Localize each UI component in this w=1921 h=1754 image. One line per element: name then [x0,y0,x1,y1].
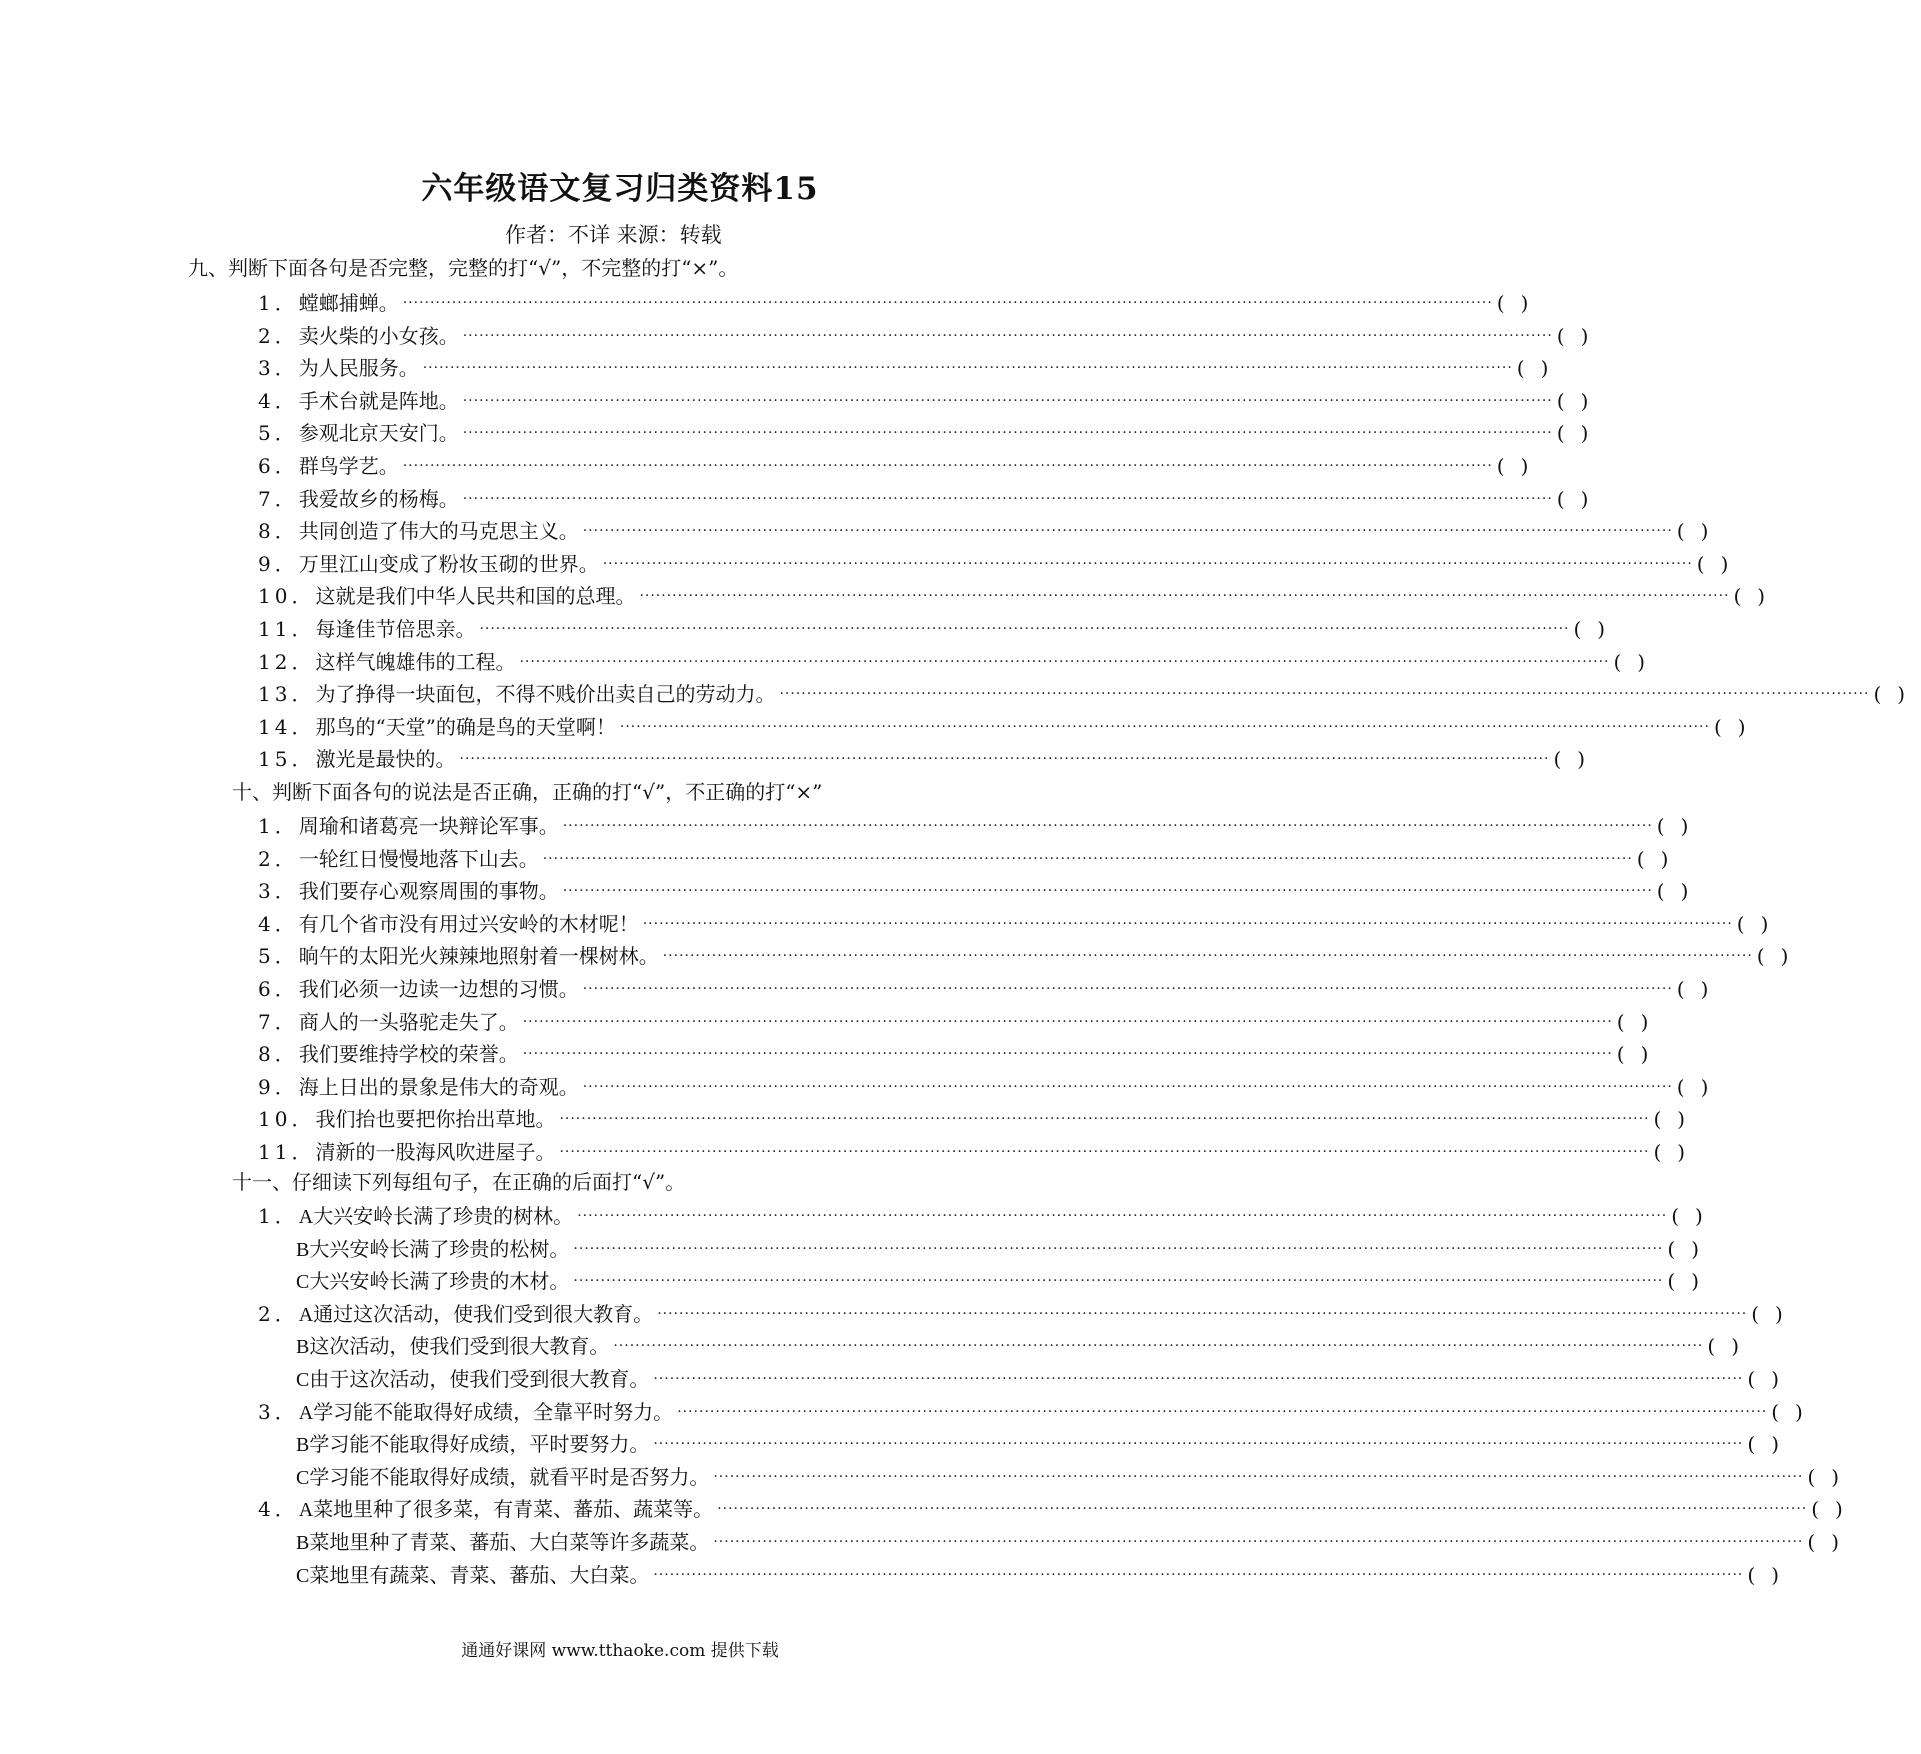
question-item [258,1038,1665,1067]
question-item [258,580,1782,609]
question-item [296,1428,1795,1457]
question-item [258,417,1605,446]
question-text: 卖火柴的小女孩。 [298,323,459,348]
question-item [258,483,1605,512]
question-item [296,1461,1855,1490]
question-item [258,320,1605,349]
question-item [258,973,1725,1002]
answer-blank: () [1613,649,1662,674]
question-text: 大兴安岭长满了珍贵的木材。 [309,1269,570,1294]
dot-leader: ········································································································································································································ [462,392,1553,409]
option-letter: B [296,1238,310,1261]
question-number: 4． [258,911,299,936]
answer-blank: () [1751,1301,1799,1326]
question-item [296,1233,1715,1262]
answer-blank: () [1573,617,1622,641]
question-item [258,1200,1719,1229]
question-text: 螳螂捕蝉。 [298,291,399,315]
dot-leader: ········································································································································································································ [573,1240,1664,1257]
question-item [258,678,1921,707]
question-number: 6． [258,977,299,1001]
answer-blank: () [1556,486,1605,511]
page-title: 六年级语文复习归类资料15 [421,171,819,207]
question-item [258,810,1705,839]
question-item [258,1071,1725,1100]
question-number: 12． [258,649,316,674]
question-item [258,646,1662,675]
question-text: 通过这次活动，使我们受到很大教育。 [313,1301,654,1326]
question-text: 那鸟的“天堂”的确是鸟的天堂啊！ [315,714,616,739]
question-number: 11． [258,617,316,641]
answer-blank: () [1696,551,1745,576]
question-text: 每逢佳节倍思亲。 [315,617,476,641]
question-text: 这次活动，使我们受到很大教育。 [309,1334,610,1359]
dot-leader: ········································································································································································································ [713,1468,1804,1485]
question-text: 为了挣得一块面包，不得不贱价出卖自己的劳动力。 [315,682,776,707]
option-letter: A [298,1499,314,1522]
question-item [258,1396,1819,1425]
dot-leader: ········································································································································································································ [642,915,1733,932]
question-number: 5． [258,421,299,446]
dot-leader: ········································································································································································································ [462,490,1553,507]
answer-blank: () [1807,1530,1855,1554]
question-item [258,711,1762,740]
dot-leader: ········································································································································································································ [582,523,1673,540]
dot-leader: ········································································································································································································ [677,1403,1768,1420]
question-number: 4． [258,388,299,413]
question-item [258,385,1605,414]
section-heading: 十一、仔细读下列每组句子，在正确的后面打“√”。 [232,1170,686,1194]
answer-blank: () [1616,1009,1665,1034]
dot-leader: ········································································································································································································ [582,981,1673,997]
question-number: 2． [258,846,299,871]
answer-blank: () [1556,388,1605,413]
dot-leader: ········································································································································································································ [422,360,1513,377]
answer-blank: () [1616,1042,1665,1067]
dot-leader: ········································································································································································································ [559,1144,1650,1160]
question-text: 我们要存心观察周围的事物。 [298,879,559,904]
answer-blank: () [1496,291,1545,315]
question-text: 周瑜和诸葛亮一块辩论军事。 [298,814,559,838]
answer-blank: () [1736,911,1785,936]
footer: 通通好课网 www.tthaoke.com 提供下载 [461,1641,779,1661]
question-text: 我们抬也要把你抬出草地。 [315,1107,556,1132]
answer-blank: () [1667,1269,1715,1294]
question-number: 7． [258,486,299,511]
question-text: 一轮红日慢慢地落下山去。 [298,846,539,871]
section-heading: 十、判断下面各句的说法是否正确，正确的打“√”，不正确的打“×” [232,780,823,804]
dot-leader: ········································································································································································································ [713,1534,1804,1550]
question-item [258,1493,1859,1522]
question-number: 10． [258,1107,316,1132]
question-item [296,1330,1755,1359]
answer-blank: () [1756,944,1805,969]
answer-blank: () [1676,977,1725,1001]
question-text: 学习能不能取得好成绩，全靠平时努力。 [313,1399,674,1424]
dot-leader: ········································································································································································································ [559,1111,1650,1128]
answer-blank: () [1747,1367,1795,1391]
question-item [258,1136,1702,1165]
dot-leader: ········································································································································································································ [619,718,1710,735]
question-text: 大兴安岭长满了珍贵的松树。 [309,1236,570,1261]
question-text: 晌午的太阳光火辣辣地照射着一棵树林。 [298,944,659,969]
question-number: 3． [258,1399,299,1424]
dot-leader: ········································································································································································································ [577,1208,1668,1224]
dot-leader: ········································································································································································································ [573,1273,1664,1290]
option-letter: A [298,1206,314,1228]
question-text: 为人民服务。 [298,356,419,381]
answer-blank: () [1747,1562,1795,1587]
question-number: 7． [258,1009,299,1034]
question-item [258,287,1545,316]
question-text: 共同创造了伟大的马克思主义。 [298,519,579,544]
question-item [258,1298,1799,1327]
section-heading: 九、判断下面各句是否完整，完整的打“√”，不完整的打“×”。 [188,256,739,280]
answer-blank: () [1653,1107,1702,1132]
answer-blank: () [1771,1399,1819,1424]
question-text: 由于这次活动，使我们受到很大教育。 [309,1367,650,1391]
question-number: 2． [258,1301,299,1326]
question-item [258,875,1705,904]
option-letter: C [296,1369,310,1391]
question-number: 9． [258,1074,299,1099]
dot-leader: ········································································································································································································ [582,1078,1673,1095]
question-number: 14． [258,714,316,739]
question-item [258,450,1545,479]
question-item [258,1006,1665,1035]
question-number: 1． [258,291,299,315]
answer-blank: () [1873,682,1921,707]
option-letter: B [296,1336,310,1359]
answer-blank: () [1556,421,1605,446]
byline: 作者：不详 来源：转载 [505,223,722,247]
question-number: 3． [258,879,299,904]
dot-leader: ········································································································································································································ [459,751,1550,768]
question-number: 11． [258,1140,316,1164]
dot-leader: ········································································································································································································ [717,1501,1808,1518]
question-text: 海上日出的景象是伟大的奇观。 [298,1074,579,1099]
question-number: 5． [258,944,299,969]
question-item [296,1265,1715,1294]
question-text: 菜地里种了很多菜，有青菜、蕃茄、蔬菜等。 [313,1497,714,1522]
dot-leader: ········································································································································································································ [522,1046,1613,1063]
answer-blank: () [1747,1432,1795,1457]
question-item [258,613,1622,642]
dot-leader: ········································································································································································································ [653,1371,1744,1387]
question-text: 这样气魄雄伟的工程。 [315,649,516,674]
answer-blank: () [1807,1464,1855,1489]
question-number: 3． [258,356,299,381]
answer-blank: () [1671,1204,1719,1228]
question-number: 4． [258,1497,299,1522]
dot-leader: ········································································································································································································ [653,1436,1744,1453]
question-text: 这就是我们中华人民共和国的总理。 [315,584,636,609]
question-number: 10． [258,584,316,609]
dot-leader: ········································································································································································································ [657,1305,1748,1322]
question-item [258,352,1565,381]
question-text: 我们必须一边读一边想的习惯。 [298,977,579,1001]
answer-blank: () [1656,814,1705,838]
option-letter: C [296,1271,310,1294]
question-text: 学习能不能取得好成绩，平时要努力。 [309,1432,650,1457]
question-number: 2． [258,323,299,348]
question-text: 有几个省市没有用过兴安岭的木材呢！ [298,911,639,936]
dot-leader: ········································································································································································································ [639,588,1730,605]
option-letter: B [296,1434,310,1457]
question-text: 群鸟学艺。 [298,454,399,478]
question-number: 15． [258,747,316,772]
question-item [296,1526,1855,1555]
option-letter: B [296,1532,310,1554]
dot-leader: ········································································································································································································ [402,458,1493,474]
question-text: 学习能不能取得好成绩，就看平时是否努力。 [309,1464,710,1489]
dot-leader: ········································································································································································································ [402,295,1493,311]
question-number: 1． [258,814,299,838]
answer-blank: () [1656,879,1705,904]
question-text: 我们要维持学校的荣誉。 [298,1042,519,1067]
question-text: 参观北京天安门。 [298,421,459,446]
answer-blank: () [1713,714,1762,739]
question-text: 菜地里种了青菜、蕃茄、大白菜等许多蔬菜。 [309,1530,710,1554]
answer-blank: () [1636,846,1685,871]
answer-blank: () [1653,1140,1702,1164]
question-number: 1． [258,1204,299,1228]
question-item [258,940,1805,969]
option-letter: A [298,1401,314,1424]
question-text: 万里江山变成了粉妆玉砌的世界。 [298,551,599,576]
question-number: 13． [258,682,316,707]
dot-leader: ········································································································································································································ [562,883,1653,900]
question-text: 激光是最快的。 [315,747,456,772]
dot-leader: ········································································································································································································ [613,1338,1704,1355]
answer-blank: () [1556,323,1605,348]
dot-leader: ········································································································································································································ [779,686,1870,703]
question-text: 手术台就是阵地。 [298,388,459,413]
answer-blank: () [1553,747,1602,772]
dot-leader: ········································································································································································································ [662,948,1753,965]
question-text: 菜地里有蔬菜、青菜、蕃茄、大白菜。 [309,1562,650,1587]
answer-blank: () [1811,1497,1859,1522]
question-number: 8． [258,1042,299,1067]
answer-blank: () [1676,1074,1725,1099]
question-text: 商人的一头骆驼走失了。 [298,1009,519,1034]
dot-leader: ········································································································································································································ [653,1566,1744,1583]
question-item [258,1103,1702,1132]
question-item [258,548,1745,577]
answer-blank: () [1733,584,1782,609]
option-letter: C [296,1564,310,1587]
option-letter: C [296,1466,310,1489]
dot-leader: ········································································································································································································ [479,621,1570,637]
answer-blank: () [1667,1236,1715,1261]
question-item [258,743,1602,772]
question-item [296,1559,1795,1588]
question-text: 我爱故乡的杨梅。 [298,486,459,511]
answer-blank: () [1707,1334,1755,1359]
question-item [258,515,1725,544]
question-text: 清新的一股海风吹进屋子。 [315,1140,556,1164]
question-number: 9． [258,551,299,576]
dot-leader: ········································································································································································································ [562,818,1653,834]
dot-leader: ········································································································································································································ [602,555,1693,572]
option-letter: A [298,1303,314,1326]
question-text: 大兴安岭长满了珍贵的树林。 [313,1204,574,1228]
question-number: 8． [258,519,299,544]
dot-leader: ········································································································································································································ [462,327,1553,344]
answer-blank: () [1496,454,1545,478]
answer-blank: () [1676,519,1725,544]
dot-leader: ········································································································································································································ [519,653,1610,670]
answer-blank: () [1516,356,1565,381]
dot-leader: ········································································································································································································ [462,425,1553,442]
dot-leader: ········································································································································································································ [522,1013,1613,1030]
question-number: 6． [258,454,299,478]
question-item [296,1363,1795,1392]
dot-leader: ········································································································································································································ [542,850,1633,867]
question-item [258,908,1785,937]
question-item [258,843,1685,872]
